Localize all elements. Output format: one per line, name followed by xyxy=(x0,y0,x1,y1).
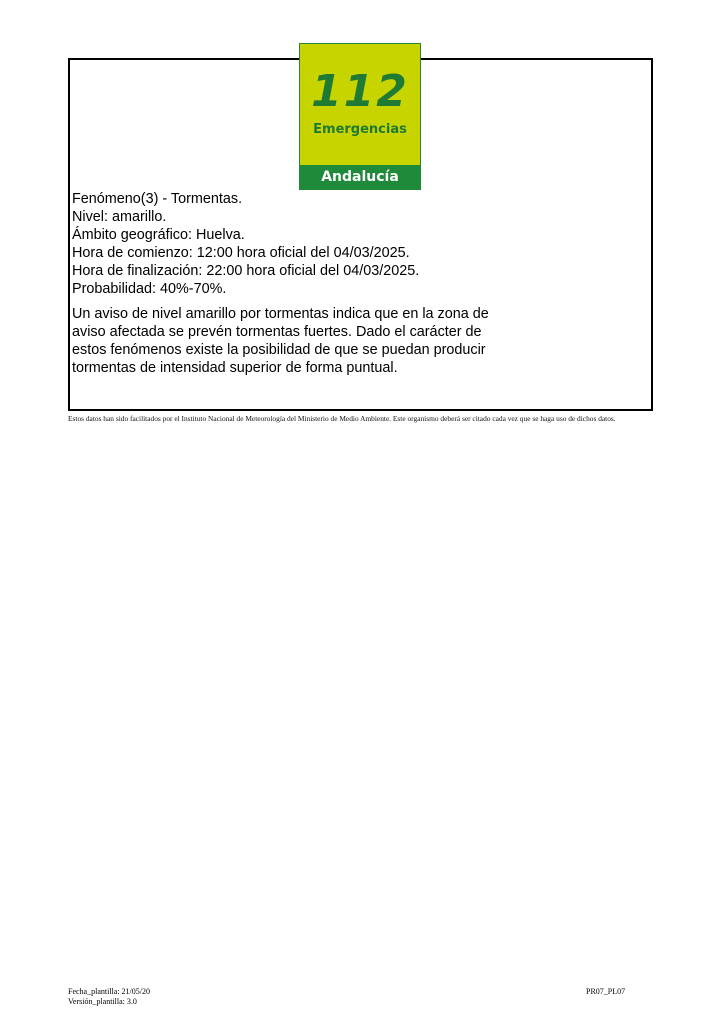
probability-line: Probabilidad: 40%-70%. xyxy=(72,281,227,297)
logo-number: 112 xyxy=(311,66,409,117)
document-code: PR07_PL07 xyxy=(586,987,626,996)
emergencias-112-logo xyxy=(299,43,421,190)
template-version: Versión_plantilla: 3.0 xyxy=(68,997,137,1006)
data-source-note: Estos datos han sido facilitados por el Instituto Nacional de Meteorología del Ministerio de Medio Ambiente. Este organismo deberá ser citado cada vez que se haga uso de dichos datos. xyxy=(68,414,616,423)
end-time-line: Hora de finalización: 22:00 hora oficial del 04/03/2025. xyxy=(72,263,420,279)
start-time-line: Hora de comienzo: 12:00 hora oficial del 04/03/2025. xyxy=(72,245,410,261)
level-line: Nivel: amarillo. xyxy=(72,209,167,225)
area-line: Ámbito geográfico: Huelva. xyxy=(72,227,245,243)
logo-region: Andalucía xyxy=(300,165,420,189)
warning-description: Un aviso de nivel amarillo por tormentas indica que en la zona de aviso afectada se prevén tormentas fuertes. Dado el carácter de estos fenómenos existe la posibilidad de que se puedan producir tormentas de intensidad superior de forma puntual. xyxy=(72,306,489,376)
footer-template-info xyxy=(68,987,150,1007)
phenomenon-line: Fenómeno(3) - Tormentas. xyxy=(72,191,243,207)
template-date: Fecha_plantilla: 21/05/20 xyxy=(68,987,150,996)
warning-details xyxy=(72,190,512,298)
logo-word: Emergencias xyxy=(313,122,407,137)
